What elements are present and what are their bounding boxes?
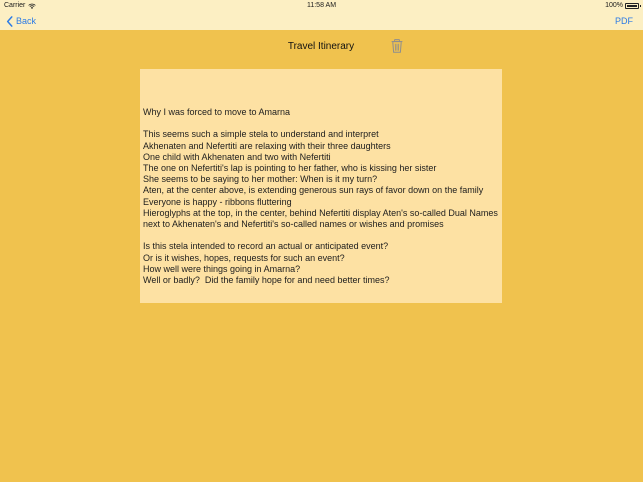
back-label: Back xyxy=(16,16,37,26)
status-bar xyxy=(0,0,643,12)
page-title: Travel Itinerary xyxy=(287,41,355,52)
pdf-button[interactable]: PDF xyxy=(615,16,633,26)
battery-percent: 100% xyxy=(605,2,623,9)
chevron-left-icon xyxy=(6,16,13,27)
trash-icon[interactable] xyxy=(391,39,403,53)
status-battery xyxy=(605,0,639,12)
battery-icon xyxy=(625,3,639,9)
back-button[interactable] xyxy=(6,14,36,28)
note-text-area[interactable]: Why I was forced to move to Amarna This seems such a simple stela to understand and interpret Akhenaten and Nefertiti are relaxing with their three daughters One child with Akhenaten and two with Nefertiti The one on Nefertiti's lap is pointing to her father, who is kissing her sister She seems to be saying to her mother: When is it my turn? Aten, at the center above, is extending generous sun rays of favor down on the family Everyone is happy - ribbons fluttering Hieroglyphs at the top, in the center, behind Nefertiti display Aten's so-called Dual Names next to Akhenaten's and Nefertiti's so-called names or wishes and promises Is this stela intended to record an actual or anticipated event? Or is it wishes, hopes, requests for such an event? How well were things going in Amarna? Well or badly? Did the family hope for and need better times? xyxy=(140,69,502,303)
carrier-label: Carrier xyxy=(4,2,26,9)
status-time: 11:58 AM xyxy=(306,2,337,9)
nav-bar xyxy=(0,12,643,30)
